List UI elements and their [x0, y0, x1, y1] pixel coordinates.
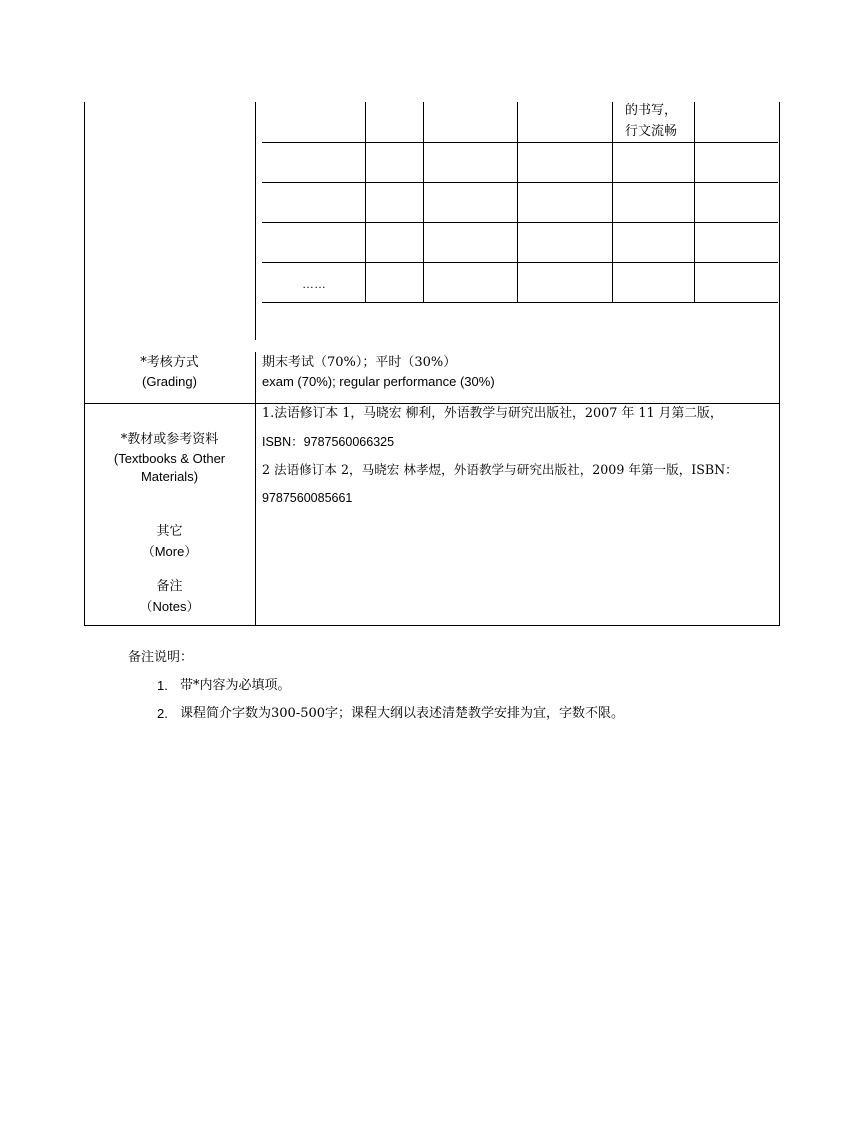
- inner-col-5-border: [694, 102, 695, 303]
- textbook-entry-line: 9787560085661: [262, 491, 353, 505]
- label-column-divider-lower: [255, 352, 256, 626]
- textbook-entry-line: 1.法语修订本 1，马晓宏 柳利，外语教学与研究出版社，2007 年 11 月第二版，: [262, 406, 723, 421]
- more-label-en: （More）: [141, 544, 198, 559]
- textbook-entry-line: ISBN：9787560066325: [262, 435, 395, 449]
- textbooks-label-en-2: Materials): [140, 469, 199, 484]
- inner-cell-ellipsis: ……: [302, 277, 326, 291]
- label-column-divider: [255, 102, 256, 340]
- textbooks-label-zh: *教材或参考资料: [120, 432, 219, 447]
- table-bottom-border: [84, 625, 780, 626]
- inner-row-border: [262, 302, 778, 303]
- inner-col-4-border: [612, 102, 613, 303]
- inner-row-border: [262, 182, 778, 183]
- more-label-zh: 其它: [156, 524, 183, 539]
- inner-cell-text: 行文流畅: [625, 124, 678, 139]
- notes-label-en: （Notes）: [139, 599, 200, 614]
- notes-label-zh: 备注: [156, 579, 183, 594]
- textbooks-label-en-1: (Textbooks & Other: [113, 451, 226, 466]
- grading-value-zh: 期末考试（70%）；平时（30%）: [262, 355, 457, 370]
- inner-row-border: [262, 262, 778, 263]
- footnote-text: 带*内容为必填项。: [180, 678, 291, 693]
- footnote-number: 1.: [157, 678, 168, 693]
- inner-col-2-border: [423, 102, 424, 303]
- grading-label-zh: *考核方式: [140, 355, 199, 370]
- outer-right-border: [779, 102, 780, 626]
- grading-label-en: (Grading): [142, 374, 197, 389]
- footnote-number: 2.: [157, 706, 168, 721]
- grading-value-en: exam (70%); regular performance (30%): [262, 374, 495, 389]
- inner-row-border: [262, 142, 778, 143]
- textbook-entry-line: 2 法语修订本 2，马晓宏 林孝煜，外语教学与研究出版社，2009 年第一版，ISBN：: [262, 462, 738, 477]
- inner-row-border: [262, 222, 778, 223]
- inner-cell-text: 的书写，: [625, 103, 678, 118]
- inner-col-3-border: [517, 102, 518, 303]
- inner-col-1-border: [365, 102, 366, 303]
- footnotes-title: 备注说明：: [128, 650, 194, 665]
- footnote-text: 课程简介字数为300-500字；课程大纲以表述清楚教学安排为宜，字数不限。: [180, 706, 625, 721]
